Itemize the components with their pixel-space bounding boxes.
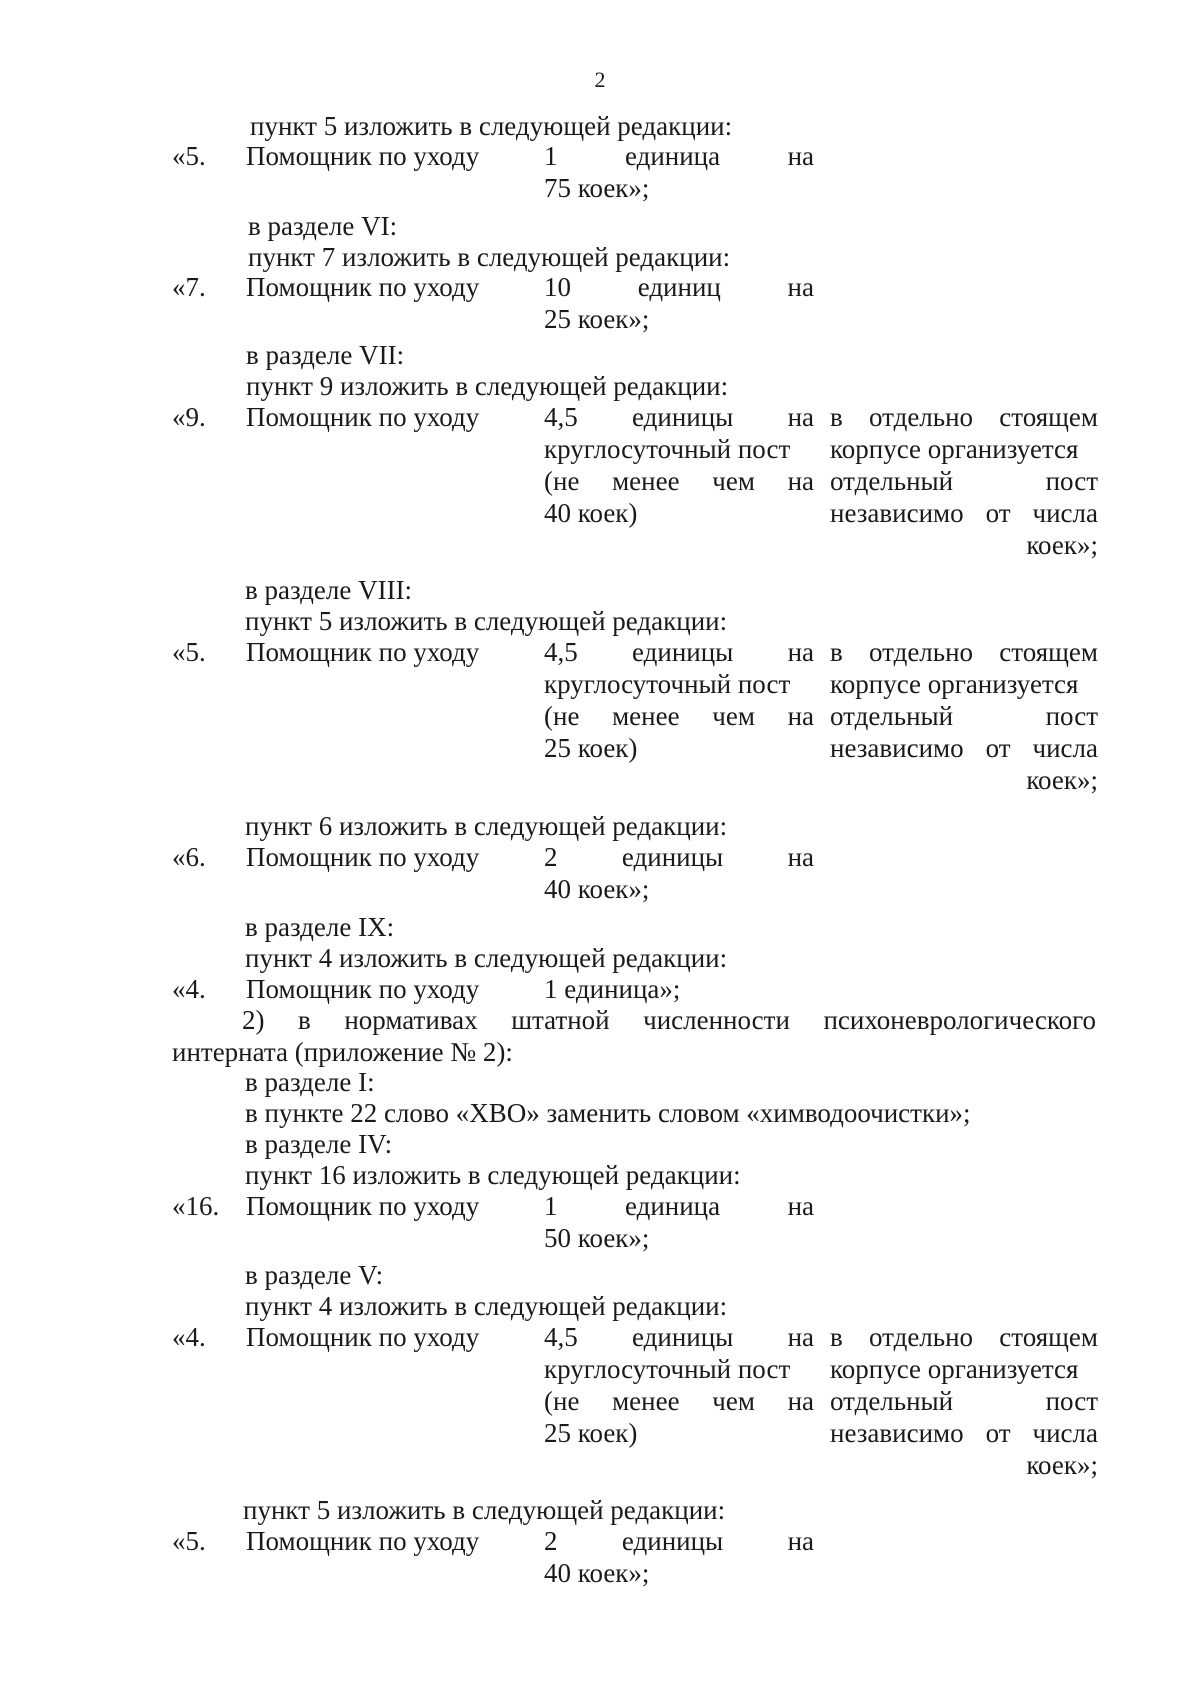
staff-norm: 2 единицы на 40 коек»; [544, 842, 814, 904]
staff-norm: 2 единицы на 40 коек»; [544, 1526, 814, 1588]
position-name: Помощник по уходу [246, 637, 480, 667]
item-number: «4. [172, 974, 206, 1004]
instruction-line: пункт 4 изложить в следующей редакции: [245, 943, 728, 973]
row-note: в отдельно стоящем корпусе организуется отдельный пост независимо от числа коек»; [830, 1322, 1098, 1480]
item-number: «9. [172, 402, 206, 432]
instruction-line: пункт 7 изложить в следующей редакции: [248, 242, 731, 272]
row-note: в отдельно стоящем корпусе организуется отдельный пост независимо от числа коек»; [830, 637, 1098, 795]
staff-norm: 1 единица»; [544, 974, 681, 1004]
instruction-line: пункт 6 изложить в следующей редакции: [245, 811, 728, 841]
section-heading: в разделе VI: [248, 211, 398, 241]
section-heading: в разделе V: [245, 1260, 384, 1290]
instruction-line: пункт 4 изложить в следующей редакции: [245, 1291, 728, 1321]
paragraph: 2) в нормативах штатной численности психоневрологического интерната (приложение № 2): [172, 1005, 1096, 1067]
item-number: «4. [172, 1322, 206, 1352]
instruction-line: пункт 5 изложить в следующей редакции: [245, 606, 728, 636]
instruction-line: пункт 16 изложить в следующей редакции: [245, 1160, 741, 1190]
section-heading: в разделе IX: [245, 912, 395, 942]
position-name: Помощник по уходу [246, 1526, 480, 1556]
section-heading: в разделе IV: [245, 1129, 393, 1159]
staff-norm: 1 единица на 50 коек»; [544, 1191, 814, 1253]
item-number: «7. [172, 272, 206, 302]
row-note: в отдельно стоящем корпусе организуется отдельный пост независимо от числа коек»; [830, 402, 1098, 560]
staff-norm: 10 единиц на 25 коек»; [544, 272, 814, 334]
position-name: Помощник по уходу [246, 402, 480, 432]
item-number: «16. [172, 1191, 220, 1221]
instruction-line: в пункте 22 слово «ХВО» заменить словом «химводоочистки»; [245, 1098, 971, 1128]
page-number: 2 [594, 67, 606, 92]
item-number: «5. [172, 637, 206, 667]
staff-norm: 4,5 единицы на круглосуточный пост (не менее чем на 25 коек) [544, 1322, 814, 1448]
instruction-line: пункт 5 изложить в следующей редакции: [243, 1495, 726, 1525]
instruction-line: пункт 5 изложить в следующей редакции: [250, 111, 733, 141]
staff-norm: 1 единица на 75 коек»; [544, 141, 814, 203]
position-name: Помощник по уходу [246, 1191, 480, 1221]
section-heading: в разделе VIII: [245, 575, 413, 605]
position-name: Помощник по уходу [246, 272, 480, 302]
position-name: Помощник по уходу [246, 141, 480, 171]
item-number: «6. [172, 842, 206, 872]
section-heading: в разделе VII: [246, 340, 405, 370]
position-name: Помощник по уходу [246, 842, 480, 872]
section-heading: в разделе I: [245, 1067, 375, 1097]
position-name: Помощник по уходу [246, 974, 480, 1004]
item-number: «5. [172, 141, 206, 171]
staff-norm: 4,5 единицы на круглосуточный пост (не менее чем на 40 коек) [544, 402, 814, 528]
instruction-line: пункт 9 изложить в следующей редакции: [246, 371, 729, 401]
staff-norm: 4,5 единицы на круглосуточный пост (не менее чем на 25 коек) [544, 637, 814, 763]
position-name: Помощник по уходу [246, 1322, 480, 1352]
item-number: «5. [172, 1526, 206, 1556]
